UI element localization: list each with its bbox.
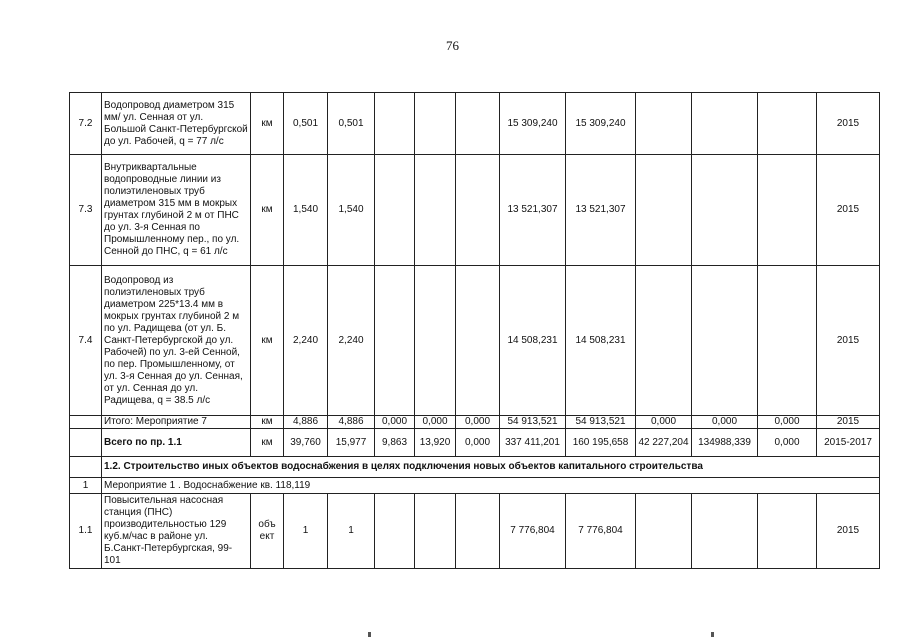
row-value: 2,240	[328, 266, 375, 416]
subtotal-value: 4,886	[328, 416, 375, 429]
row-name: Повысительная насосная станция (ПНС) производительностью 129 куб.м/час в районе ул. Б.Санкт-Петербургская, 99-101	[102, 494, 251, 569]
subtotal-value: 0,000	[456, 416, 500, 429]
row-value	[636, 155, 692, 266]
row-value	[375, 494, 415, 569]
row-value	[456, 155, 500, 266]
row-value: 13 521,307	[566, 155, 636, 266]
subtotal-value: 0,000	[375, 416, 415, 429]
row-value	[636, 494, 692, 569]
row-value	[758, 93, 817, 155]
row-value	[758, 494, 817, 569]
row-year: 2015	[817, 93, 880, 155]
row-value	[375, 266, 415, 416]
page-number: 76	[446, 38, 459, 53]
scan-mark	[711, 632, 714, 637]
row-value	[375, 155, 415, 266]
row-year: 2015	[817, 266, 880, 416]
total-value: 9,863	[375, 429, 415, 457]
subtotal-unit: км	[251, 416, 284, 429]
total-unit: км	[251, 429, 284, 457]
row-number: 1.1	[70, 494, 102, 569]
subtotal-value: 0,000	[758, 416, 817, 429]
row-value: 0,501	[328, 93, 375, 155]
table-row	[70, 266, 880, 416]
total-value: 160 195,658	[566, 429, 636, 457]
total-value: 42 227,204	[636, 429, 692, 457]
subtotal-name: Итого: Мероприятие 7	[102, 416, 251, 429]
row-value: 1	[284, 494, 328, 569]
row-unit: км	[251, 155, 284, 266]
row-unit: км	[251, 266, 284, 416]
row-value	[456, 93, 500, 155]
row-name: Внутриквартальные водопроводные линии из полиэтиленовых труб диаметром 315 мм в мокрых грунтах глубиной 2 м от ПНС до ул. 3-я Сенная по Промышленному пер., по ул. Сенной до ПНС, q = 61 л/с	[102, 155, 251, 266]
investment-program-table	[69, 92, 880, 569]
scan-mark	[368, 632, 371, 637]
subtotal-empty-cell	[70, 416, 102, 429]
table-row	[70, 93, 880, 155]
row-number: 7.4	[70, 266, 102, 416]
row-value: 13 521,307	[500, 155, 566, 266]
row-value	[758, 266, 817, 416]
row-value	[692, 494, 758, 569]
row-name: Водопровод из полиэтиленовых труб диаметром 225*13.4 мм в мокрых грунтах глубиной 2 м по ул. Радищева (от ул. Б. Санкт-Петербургской до ул. Рабочей) по ул. 3-ей Сенной, по пер. Промышленному, от ул. 3-я Сенная до ул. Сенная, от ул. Сенная до ул. Радищева, q = 38.5 л/с	[102, 266, 251, 416]
row-value: 1	[328, 494, 375, 569]
total-value: 134988,339	[692, 429, 758, 457]
subtotal-value: 0,000	[636, 416, 692, 429]
row-value	[636, 266, 692, 416]
row-value	[375, 93, 415, 155]
row-value	[758, 155, 817, 266]
section-row	[70, 457, 880, 478]
section-empty-cell	[70, 457, 102, 478]
total-value: 337 411,201	[500, 429, 566, 457]
row-value: 1,540	[328, 155, 375, 266]
table-row	[70, 155, 880, 266]
row-value: 15 309,240	[566, 93, 636, 155]
measure-row	[70, 478, 880, 494]
row-value	[692, 155, 758, 266]
total-empty-cell	[70, 429, 102, 457]
row-year: 2015	[817, 494, 880, 569]
row-value	[692, 266, 758, 416]
subtotal-value: 4,886	[284, 416, 328, 429]
total-value: 39,760	[284, 429, 328, 457]
row-value	[415, 494, 456, 569]
total-year: 2015-2017	[817, 429, 880, 457]
row-value: 1,540	[284, 155, 328, 266]
row-value	[636, 93, 692, 155]
row-value	[415, 266, 456, 416]
total-value: 0,000	[758, 429, 817, 457]
total-value: 0,000	[456, 429, 500, 457]
row-value	[456, 266, 500, 416]
total-value: 15,977	[328, 429, 375, 457]
total-name: Всего по пр. 1.1	[102, 429, 251, 457]
row-value	[415, 93, 456, 155]
row-unit: объ ект	[251, 494, 284, 569]
row-value	[456, 494, 500, 569]
row-unit: км	[251, 93, 284, 155]
row-year: 2015	[817, 155, 880, 266]
row-value	[415, 155, 456, 266]
row-value: 7 776,804	[566, 494, 636, 569]
total-row	[70, 429, 880, 457]
row-value: 14 508,231	[500, 266, 566, 416]
subtotal-value: 54 913,521	[566, 416, 636, 429]
section-title: 1.2. Строительство иных объектов водоснабжения в целях подключения новых объектов капитального строительства	[102, 457, 880, 478]
row-value: 7 776,804	[500, 494, 566, 569]
measure-title: Мероприятие 1 . Водоснабжение кв. 118,119	[102, 478, 880, 494]
subtotal-value: 0,000	[692, 416, 758, 429]
subtotal-value: 54 913,521	[500, 416, 566, 429]
row-number: 7.2	[70, 93, 102, 155]
row-value: 2,240	[284, 266, 328, 416]
measure-number: 1	[70, 478, 102, 494]
row-value	[692, 93, 758, 155]
row-value: 0,501	[284, 93, 328, 155]
subtotal-row	[70, 416, 880, 429]
row-number: 7.3	[70, 155, 102, 266]
subtotal-value: 0,000	[415, 416, 456, 429]
row-value: 14 508,231	[566, 266, 636, 416]
total-value: 13,920	[415, 429, 456, 457]
row-value: 15 309,240	[500, 93, 566, 155]
subtotal-year: 2015	[817, 416, 880, 429]
table-row	[70, 494, 880, 569]
row-name: Водопровод диаметром 315 мм/ ул. Сенная от ул. Большой Санкт-Петербургской до ул. Рабочей, q = 77 л/с	[102, 93, 251, 155]
